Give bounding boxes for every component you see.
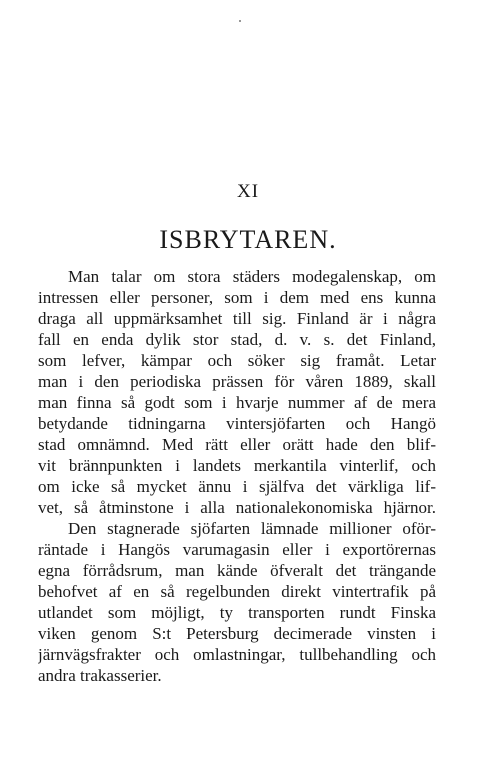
text-line: Den stagnerade sjöfarten lämnade millioner oför- — [68, 519, 436, 538]
text-line: om icke så mycket ännu i själfva det värkliga lif- — [38, 477, 436, 496]
text-line: man finna så godt som i hvarje nummer af de mera — [38, 393, 436, 412]
text-line: viken genom S:t Petersburg decimerade vinsten i — [38, 624, 436, 643]
text-line: fall en enda dylik stor stad, d. v. s. det Finland, — [38, 330, 436, 349]
chapter-title: ISBRYTAREN. — [159, 225, 337, 254]
text-line: betydande tidningarna vintersjöfarten och Hangö — [38, 414, 436, 433]
text-line: behofvet af en så regelbunden direkt vintertrafik på — [38, 582, 436, 601]
text-line: räntade i Hangös varumagasin eller i exportörernas — [38, 540, 436, 559]
paragraph — [38, 518, 436, 686]
text-line: draga all uppmärksamhet till sig. Finland är i några — [38, 309, 436, 328]
text-line: vit brännpunkten i landets merkantila vinterlif, och — [38, 456, 436, 475]
text-line: andra trakasserier. — [38, 666, 162, 685]
text-line: utlandet som möjligt, ty transporten rundt Finska — [38, 603, 436, 622]
body-text — [38, 266, 436, 686]
text-line: stad omnämnd. Med rätt eller orätt hade den blif- — [38, 435, 436, 454]
chapter-number: XI — [236, 181, 260, 202]
text-line: man i den periodiska prässen för våren 1889, skall — [38, 372, 436, 391]
text-line: intressen eller personer, som i dem med ens kunna — [38, 288, 436, 307]
text-line: järnvägsfrakter och omlastningar, tullbehandling och — [38, 645, 436, 664]
text-line: egna förrådsrum, man kände öfveralt det trängande — [38, 561, 436, 580]
text-line: Man talar om stora städers modegalenskap, om — [68, 267, 436, 286]
print-speck — [239, 20, 241, 22]
text-line: vet, så åtminstone i alla nationalekonomiska hjärnor. — [38, 498, 436, 517]
paragraph — [38, 266, 436, 518]
text-line: som lefver, kämpar och söker sig framåt. Letar — [38, 351, 436, 370]
